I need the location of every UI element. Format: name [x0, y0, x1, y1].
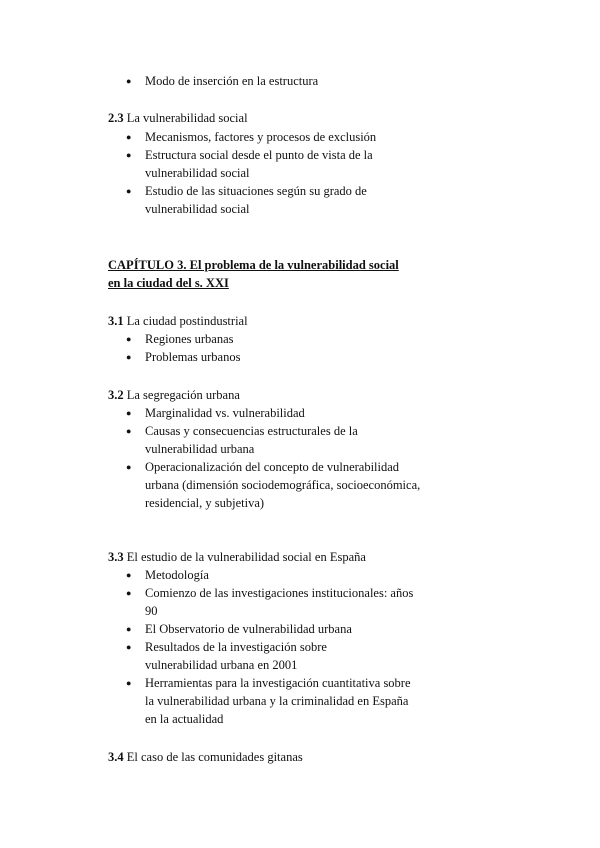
bullet-icon: ● [126, 570, 132, 580]
section-title: La ciudad postindustrial [126, 314, 248, 328]
list-item-text: Comienzo de las investigaciones institucionales: años 90 [145, 586, 414, 618]
list-item-text: Modo de inserción en la estructura [145, 74, 319, 88]
chapter-title-line-1: CAPÍTULO 3. El problema de la vulnerabilidad social [108, 258, 399, 272]
section-heading-3-2 [108, 386, 240, 404]
section-number: 3.3 [108, 550, 124, 564]
chapter-title-line-2: en la ciudad del s. XXI [108, 276, 229, 290]
bullet-icon: ● [126, 186, 132, 196]
section-title: La vulnerabilidad social [126, 111, 248, 125]
section-number: 3.2 [108, 388, 124, 402]
section-number: 3.4 [108, 750, 124, 764]
list-item-text: Estudio de las situaciones según su grado de vulnerabilidad social [145, 184, 367, 216]
chapter-heading [108, 256, 428, 292]
list-item-text: El Observatorio de vulnerabilidad urbana [145, 622, 352, 636]
bullet-icon: ● [126, 76, 132, 86]
bullet-icon: ● [126, 588, 132, 598]
bullet-icon: ● [126, 150, 132, 160]
list-item-text: Operacionalización del concepto de vulnerabilidad urbana (dimensión sociodemográfica, socioeconómica, residencial, y subjetiva) [145, 460, 421, 510]
section-heading-3-4 [108, 748, 303, 766]
bullet-icon: ● [126, 408, 132, 418]
section-heading-3-1 [108, 312, 248, 330]
section-title: El caso de las comunidades gitanas [126, 750, 303, 764]
section-number: 2.3 [108, 111, 124, 125]
list-item-text: Metodología [145, 568, 209, 582]
bullet-icon: ● [126, 426, 132, 436]
bullet-icon: ● [126, 132, 132, 142]
list-item-text: Estructura social desde el punto de vista de la vulnerabilidad social [145, 148, 373, 180]
section-title: La segregación urbana [126, 388, 240, 402]
section-heading-2-3 [108, 109, 248, 127]
bullet-icon: ● [126, 352, 132, 362]
section-heading-3-3 [108, 548, 366, 566]
section-number: 3.1 [108, 314, 124, 328]
list-item-text: Marginalidad vs. vulnerabilidad [145, 406, 305, 420]
bullet-icon: ● [126, 334, 132, 344]
bullet-icon: ● [126, 678, 132, 688]
list-item-text: Mecanismos, factores y procesos de exclusión [145, 130, 377, 144]
list-item-text: Regiones urbanas [145, 332, 234, 346]
section-title: El estudio de la vulnerabilidad social en España [126, 550, 366, 564]
list-item-text: Causas y consecuencias estructurales de la vulnerabilidad urbana [145, 424, 358, 456]
bullet-icon: ● [126, 624, 132, 634]
list-item-text: Resultados de la investigación sobre vulnerabilidad urbana en 2001 [145, 640, 327, 672]
list-item-text: Problemas urbanos [145, 350, 241, 364]
bullet-icon: ● [126, 462, 132, 472]
list-item-text: Herramientas para la investigación cuantitativa sobre la vulnerabilidad urbana y la criminalidad en España en la actualidad [145, 676, 411, 726]
bullet-icon: ● [126, 642, 132, 652]
